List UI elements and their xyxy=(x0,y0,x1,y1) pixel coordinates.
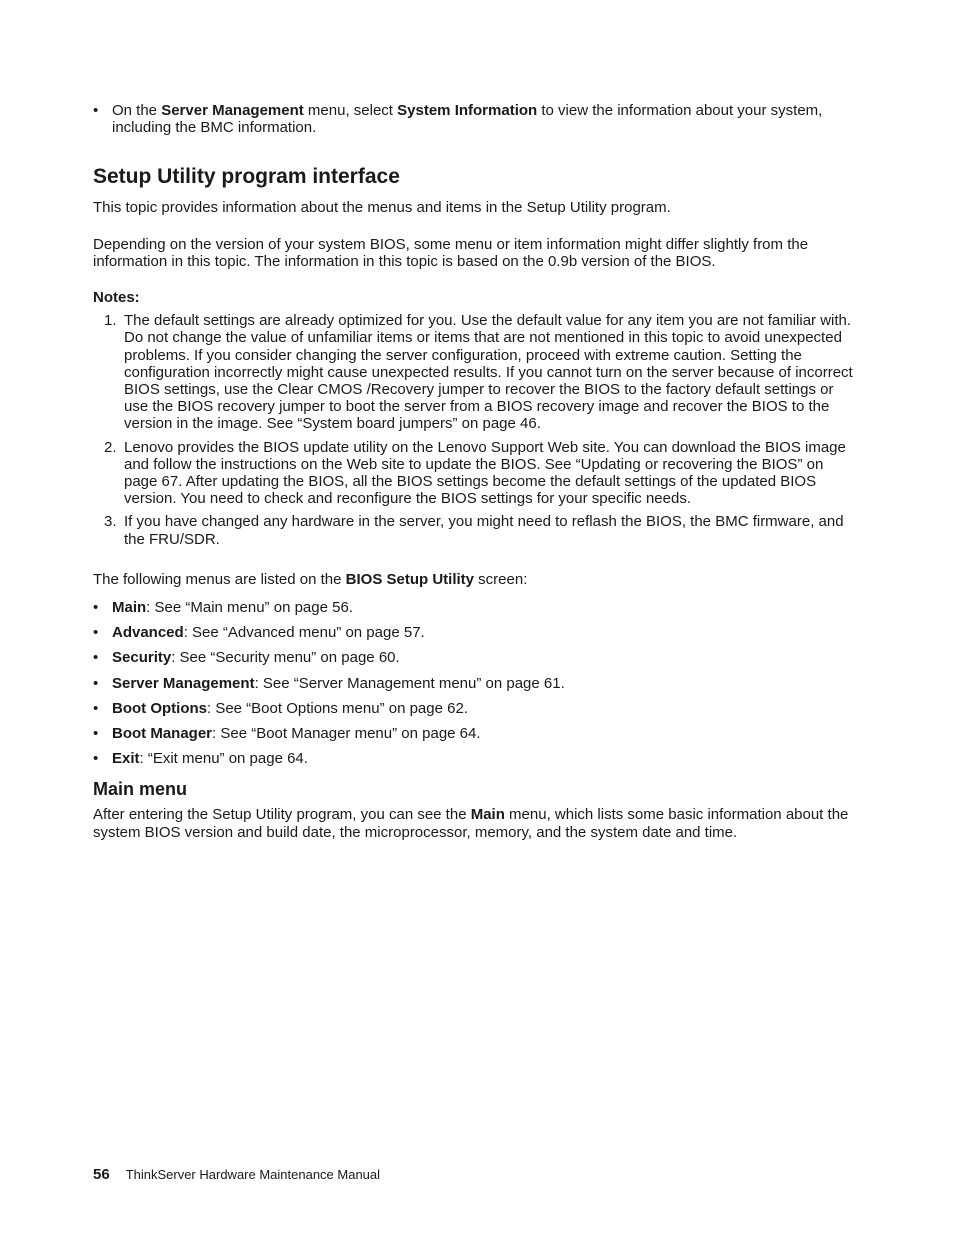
menu-name: Boot Manager xyxy=(112,725,213,742)
note-text: Lenovo provides the BIOS update utility on the Lenovo Support Web site. You can download the BIOS image and follow the instructions on the Web site to update the BIOS. See “Updating or recovering the BIOS” on page 67. After updating the BIOS, all the BIOS settings become the default settings of the updated BIOS version. You need to check and reconfigure the BIOS settings for your specific needs. xyxy=(124,438,846,508)
notes-title: Notes: xyxy=(93,289,140,307)
bullet-icon: • xyxy=(93,649,99,667)
note-text: The default settings are already optimized for you. Use the default value for any item you are not familiar with. Do not change the value of unfamiliar items or items that are not mentioned in this topic to avoid unexpected problems. If you consider changing the server configuration, proceed with extreme caution. Setting the configuration incorrectly might cause unexpected results. If you cannot turn on the server because of incorrect BIOS settings, use the Clear CMOS /Recovery jumper to recover the BIOS to the factory default settings or use the BIOS recovery jumper to boot the server from a BIOS recovery image and recover the BIOS to the version in the image. See “System board jumpers” on page 46. xyxy=(124,312,853,433)
paragraph-version: Depending on the version of your system BIOS, some menu or item information might differ slightly from the information in this topic. The information in this topic is based on the 0.9b version of the BIOS. xyxy=(93,235,809,270)
menu-list-item xyxy=(93,750,853,775)
note-number: 1. xyxy=(104,312,117,330)
paragraph-topic: This topic provides information about the menus and items in the Setup Utility program. xyxy=(93,199,671,217)
menu-list-item xyxy=(93,649,853,674)
footer-title: ThinkServer Hardware Maintenance Manual xyxy=(125,1167,381,1182)
note-text: If you have changed any hardware in the server, you might need to reflash the BIOS, the BMC firmware, and the FRU/SDR. xyxy=(124,513,844,548)
page-number: 56 xyxy=(93,1166,110,1183)
bullet-icon: • xyxy=(93,674,99,692)
main-menu-paragraph xyxy=(93,806,853,840)
bullet-icon: • xyxy=(93,624,99,642)
menu-desc: : See “Server Management menu” on page 61. xyxy=(254,674,565,692)
menu-desc: : “Exit menu” on page 64. xyxy=(139,750,308,768)
note-item xyxy=(93,513,853,547)
menu-name: Security xyxy=(112,649,172,667)
bullet-icon: • xyxy=(93,699,99,717)
menu-desc: : See “Security menu” on page 60. xyxy=(171,649,400,667)
intro-bullet xyxy=(93,102,853,136)
main-para-post: menu, which lists some basic information about the system BIOS version and build date, the microprocessor, memory, and the system date and time. xyxy=(93,806,849,841)
menu-name: Advanced xyxy=(112,624,184,642)
subsection-title: Main menu xyxy=(93,779,188,800)
menu-name: Main xyxy=(112,599,147,617)
menus-intro xyxy=(93,571,853,588)
intro-mid: menu, select xyxy=(303,102,398,119)
note-number: 2. xyxy=(104,438,117,456)
menus-intro-bold: BIOS Setup Utility xyxy=(345,570,474,588)
menu-list-item xyxy=(93,700,853,725)
menu-name: Boot Options xyxy=(112,699,207,717)
intro-pre: On the xyxy=(112,102,162,119)
menu-desc: : See “Boot Options menu” on page 62. xyxy=(206,699,468,717)
menu-desc: : See “Boot Manager menu” on page 64. xyxy=(212,725,481,742)
bullet-icon: • xyxy=(93,750,99,768)
menu-desc: : See “Main menu” on page 56. xyxy=(146,599,353,617)
bullet-icon: • xyxy=(93,725,99,742)
intro-bold-server-management: Server Management xyxy=(161,102,304,119)
main-para-pre: After entering the Setup Utility program, you can see the xyxy=(93,806,471,824)
main-para-bold: Main xyxy=(470,806,505,824)
bullet-icon: • xyxy=(93,599,99,617)
menu-list-item xyxy=(93,624,853,649)
menus-intro-pre: The following menus are listed on the xyxy=(93,570,346,588)
menus-list xyxy=(93,599,853,775)
menu-list-item xyxy=(93,675,853,700)
menus-intro-post: screen: xyxy=(474,570,528,588)
menu-desc: : See “Advanced menu” on page 57. xyxy=(183,624,425,642)
note-item xyxy=(93,439,853,508)
notes-list xyxy=(93,312,853,548)
intro-post: to view the information about your system, including the BMC information. xyxy=(112,102,823,137)
page-content xyxy=(93,102,853,841)
menu-name: Server Management xyxy=(112,674,255,692)
note-item xyxy=(93,312,853,432)
bullet-icon: • xyxy=(93,102,99,119)
menu-name: Exit xyxy=(112,750,140,768)
page-footer xyxy=(93,1166,380,1183)
menu-list-item xyxy=(93,725,853,750)
section-title: Setup Utility program interface xyxy=(93,165,400,189)
intro-bold-system-information: System Information xyxy=(397,102,538,119)
menu-list-item xyxy=(93,599,853,624)
note-number: 3. xyxy=(104,513,117,531)
